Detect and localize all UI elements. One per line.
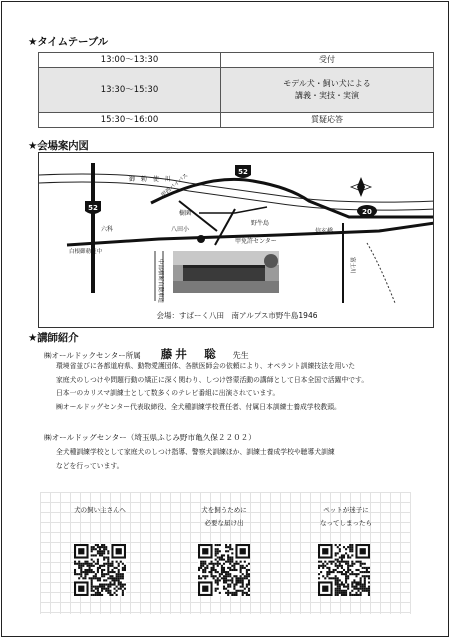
desc-cell: 質疑応答 [221, 113, 434, 128]
time-cell: 13:30～15:30 [39, 68, 221, 113]
compass-icon [351, 177, 371, 197]
org-description [56, 446, 335, 473]
fujikawa-river [367, 243, 395, 303]
table-row [39, 53, 434, 68]
map-label-menkyo: 甲免許センター [235, 238, 277, 245]
venue-photo [173, 251, 279, 293]
desc-cell: 受付 [221, 53, 434, 68]
map-caption: 会場：すばーく八田 南アルプス市野牛島1946 [156, 311, 318, 320]
qr-card-title: ペットが迷子に [323, 506, 369, 514]
timetable-table [38, 52, 434, 128]
qr-card-owner [48, 504, 152, 517]
desc-line: モデル犬・飼い犬による [283, 79, 371, 88]
org-desc-line: 全犬種訓練学校として家庭犬のしつけ指導、警察犬訓練ほか、訓練士養成学校や聴導犬訓練 [56, 448, 335, 456]
road-diag-3 [215, 209, 235, 245]
route-52-left-shield [85, 201, 101, 214]
map-label-rokka: 六科 [101, 226, 114, 233]
qr-code-icon[interactable] [318, 544, 370, 596]
map-label-bypass: 甲西バイパス [160, 172, 190, 199]
route-52-left-label: 52 [88, 204, 98, 212]
map-label-nouushijima: 野牛島 [251, 220, 270, 227]
bio-line: 家庭犬のしつけや問題行動の矯正に深く関わり、しつけ啓蒙活動の講師として日本全国で活躍中です。 [56, 375, 369, 384]
table-row [39, 68, 434, 113]
route-20-label: 20 [362, 208, 372, 216]
table-row [39, 113, 434, 128]
map-label-jumoku: 樹園 [179, 210, 192, 217]
qr-code-icon[interactable] [198, 544, 250, 596]
bio-line: 日本一のカリスマ訓練士として数多くのテレビ番組に出演されています。 [56, 389, 280, 397]
map-drawing [39, 153, 434, 328]
desc-line: 講義・実技・実演 [295, 91, 359, 100]
venue-marker [197, 235, 205, 243]
time-cell: 15:30～16:00 [39, 113, 221, 128]
map-label-fujikawa: 富士川 [349, 257, 355, 274]
route-20-shield [357, 205, 377, 217]
timetable-heading: ★タイムテーブル [28, 36, 108, 48]
instructor-affiliation: ㈱オールドックセンター所属 [44, 351, 141, 360]
qr-card-title: なってしまったら [320, 519, 372, 527]
instructor-bio [56, 360, 368, 414]
org-desc-line: などを行っています。 [56, 461, 124, 470]
map-label-shirane: 白根御勅使中 [69, 249, 103, 255]
qr-card-lost-pet [294, 504, 398, 530]
instructor-heading: ★講師紹介 [28, 332, 79, 344]
map-label-river: 御 勅 使 川 [129, 176, 173, 183]
map-label-shingen: 信玄橋 [315, 228, 334, 235]
venue-map [38, 152, 434, 328]
qr-card-registration [172, 504, 276, 530]
bio-line: ㈱オールドッグセンター代表取締役、全犬種訓練学校責任者、付属日本訓練士養成学校教頭。 [56, 402, 341, 411]
instructor-suffix: 先生 [232, 351, 249, 360]
route-52-top-shield [235, 165, 251, 178]
route-52-top-label: 52 [238, 168, 248, 176]
qr-code-icon[interactable] [74, 544, 126, 596]
venue-heading: ★会場案内図 [28, 140, 89, 152]
time-cell: 13:00～13:30 [39, 53, 221, 68]
desc-cell [221, 68, 434, 113]
instructor-name: 藤井 聡 [160, 347, 219, 361]
map-label-yadasho: 八田小 [171, 226, 190, 233]
qr-card-title: 犬を飼うために [201, 506, 247, 514]
map-label-chuou: 中部横断自動車道 [157, 259, 163, 304]
qr-card-title: 必要な届け出 [204, 519, 244, 527]
bio-line: 環境省並びに各都道府県、動物愛護団体、各獣医師会の依頼により、オペラント訓練技法を用いた [56, 362, 356, 370]
org-address: ㈱オールドッグセンター（埼玉県ふじみ野市亀久保２２０２） [44, 433, 256, 442]
qr-card-title: 犬の飼い主さんへ [74, 506, 126, 514]
